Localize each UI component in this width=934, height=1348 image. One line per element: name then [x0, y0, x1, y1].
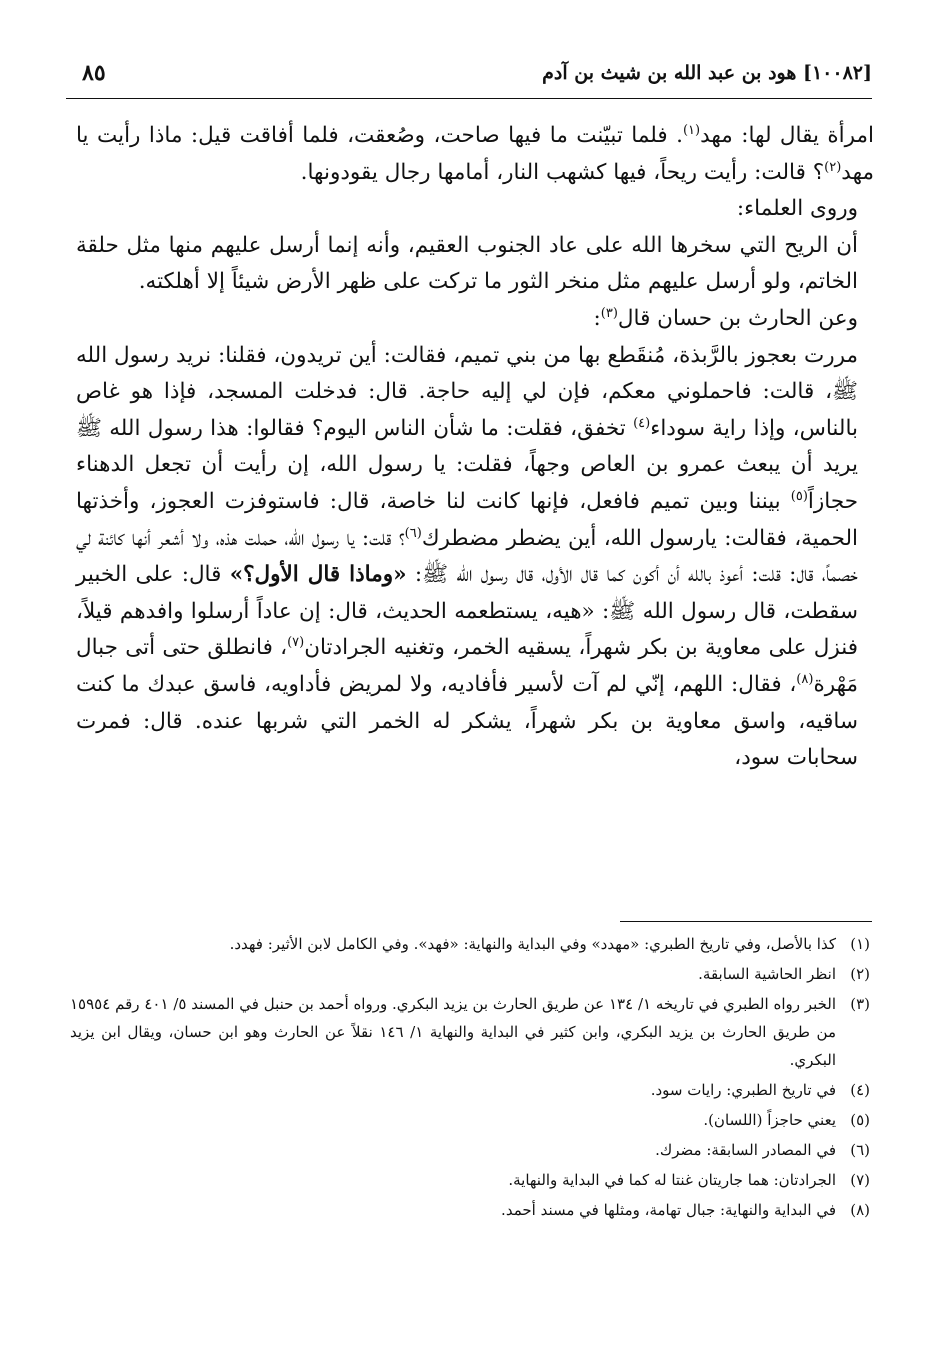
footnote-item	[70, 960, 872, 988]
footnote-text: كذا بالأصل، وفي تاريخ الطبري: «مهدد» وفي البداية والنهاية: «فهد». وفي الكامل لابن الأثير: فهدد.	[229, 935, 836, 953]
footnote-number: (٧)	[850, 1171, 870, 1189]
footnote-number: (٤)	[850, 1081, 870, 1099]
footnote-item	[70, 930, 872, 958]
footnote-number: (٥)	[850, 1111, 870, 1129]
footnote-number: (٨)	[850, 1201, 870, 1219]
paragraph-1: امرأة يقال لها: مهد$^{(١)}$. فلما تبيّنت ما فيها صاحت، وصُعقت، فلما أفاقت قيل: ماذا رأيت يا مهد$^{(٢)}$؟ قالت: رأيت ريحاً، فيها كشهب النار، أمامها رجال يقودونها.	[76, 122, 874, 185]
footnote-number: (٦)	[850, 1141, 870, 1159]
footnote-item	[70, 1076, 872, 1104]
footnote-number: (١)	[850, 935, 870, 953]
footnote-separator	[620, 921, 872, 922]
page-header	[66, 58, 872, 99]
bold-quote: «وماذا قال الأول؟»	[229, 562, 407, 588]
footnote-ref-2: (٢)	[824, 159, 842, 175]
footnote-text: في تاريخ الطبري: رايات سود.	[650, 1081, 836, 1099]
footnote-text: في المصادر السابقة: مضرك.	[655, 1141, 836, 1159]
footnote-item	[70, 1136, 872, 1164]
footnote-ref-3: (٣)	[600, 305, 618, 321]
footnote-item	[70, 1166, 872, 1194]
footnote-ref-6: (٦)	[404, 525, 422, 541]
footnote-ref-4: (٤)	[633, 415, 651, 431]
footnote-item	[70, 1106, 872, 1134]
main-text	[76, 118, 874, 777]
footnote-ref-1: (١)	[682, 122, 701, 138]
paragraph-5: مررت بعجوز بالرَّبذة، مُنقَطع بها من بني تميم، فقالت: أين تريدون، فقلنا: نريد رسول الله ﷺ، قالت: فاحملوني معكم، فإن لي إليه حاجة. قال: فدخلت المسجد، فإذا هو غاص بالناس، وإذا راية سوداء$^{(٤)}$ تخفق، فقلت: ما شأن الناس اليوم؟ فقالوا: هذا رسول الله ﷺ يريد أن يبعث عمرو بن العاص وجهاً، فقلت: يا رسول الله، إن رأيت أن تجعل الدهناء حجازاً$^{(٥)}$ بيننا وبين تميم فافعل، فإنها كانت لنا خاصة، قال: فاستوفزت العجوز، وأخذتها الحمية، فقالت: يارسول الله، أين يضطر مضطرك$^{(٦)}$؟ قلت: يا رسول الله، حملت هذه، ولا أشعر أنها كائنة لي خصماً، قال: قلت: أعوذ بالله أن أكون كما قال الأول، قال رسول الله ﷺ: «وماذا قال الأول؟» قال: على الخبير سقطت، قال رسول الله ﷺ: «هيه، يستطعمه الحديث، قال: إن عاداً أرسلوا وافدهم قيلاً، فنزل على معاوية بن بكر شهراً، يسقيه الخمر، وتغنيه الجرادتان$^{(٧)}$، فانطلق حتى أتى جبال مَهْرة$^{(٨)}$، فقال: اللهم، إنّي لم آت لأسير فأفاديه، ولا لمريض فأداويه، فاسق عبدك ما كنت ساقيه، واسق معاوية بن بكر شهراً، يشكر له الخمر التي شربها عنده. قال: فمرت سحابات سود،	[76, 342, 858, 771]
footnote-item	[70, 1196, 872, 1224]
footnote-ref-8: (٨)	[796, 671, 814, 687]
running-title: [١٠٠٨٢] هود بن عبد الله بن شيث بن آدم	[542, 62, 872, 84]
footnote-text: يعني حاجزاً (اللسان).	[703, 1111, 836, 1129]
footnote-text: في البداية والنهاية: جبال تهامة، ومثلها في مسند أحمد.	[501, 1201, 836, 1219]
footnote-ref-5: (٥)	[790, 488, 808, 504]
footnote-item	[70, 990, 872, 1074]
footnote-ref-7: (٧)	[287, 635, 305, 651]
paragraph-2: وروى العلماء:	[736, 196, 858, 222]
footnote-number: (٢)	[850, 965, 870, 983]
paragraph-3: أن الريح التي سخرها الله على عاد الجنوب العقيم، وأنه إنما أرسل عليهم منها مثل حلقة الخاتم، ولو أرسل عليهم مثل منخر الثور ما تركت على ظهر الأرض شيئاً إلا أهلكته.	[76, 232, 858, 295]
footnotes	[70, 930, 872, 1226]
footnote-text: انظر الحاشية السابقة.	[698, 965, 836, 983]
page-number: ٨٥	[82, 60, 106, 86]
paragraph-4: وعن الحارث بن حسان قال$^{(٣)}$:	[593, 305, 858, 331]
footnote-text: الخبر رواه الطبري في تاريخه ١/ ١٣٤ عن طريق الحارث بن يزيد البكري. ورواه أحمد بن حنبل في المسند ٥/ ٤٠١ رقم ١٥٩٥٤ من طريق الحارث بن يزيد البكري، وابن كثير في البداية والنهاية ١/ ١٤٦ نقلاً عن الحارث وهو ابن حسان، ويقال ابن يزيد البكري.	[70, 995, 837, 1069]
footnote-text: الجرادتان: هما جاريتان غنتا له كما في البداية والنهاية.	[508, 1171, 836, 1189]
footnote-number: (٣)	[850, 995, 870, 1013]
